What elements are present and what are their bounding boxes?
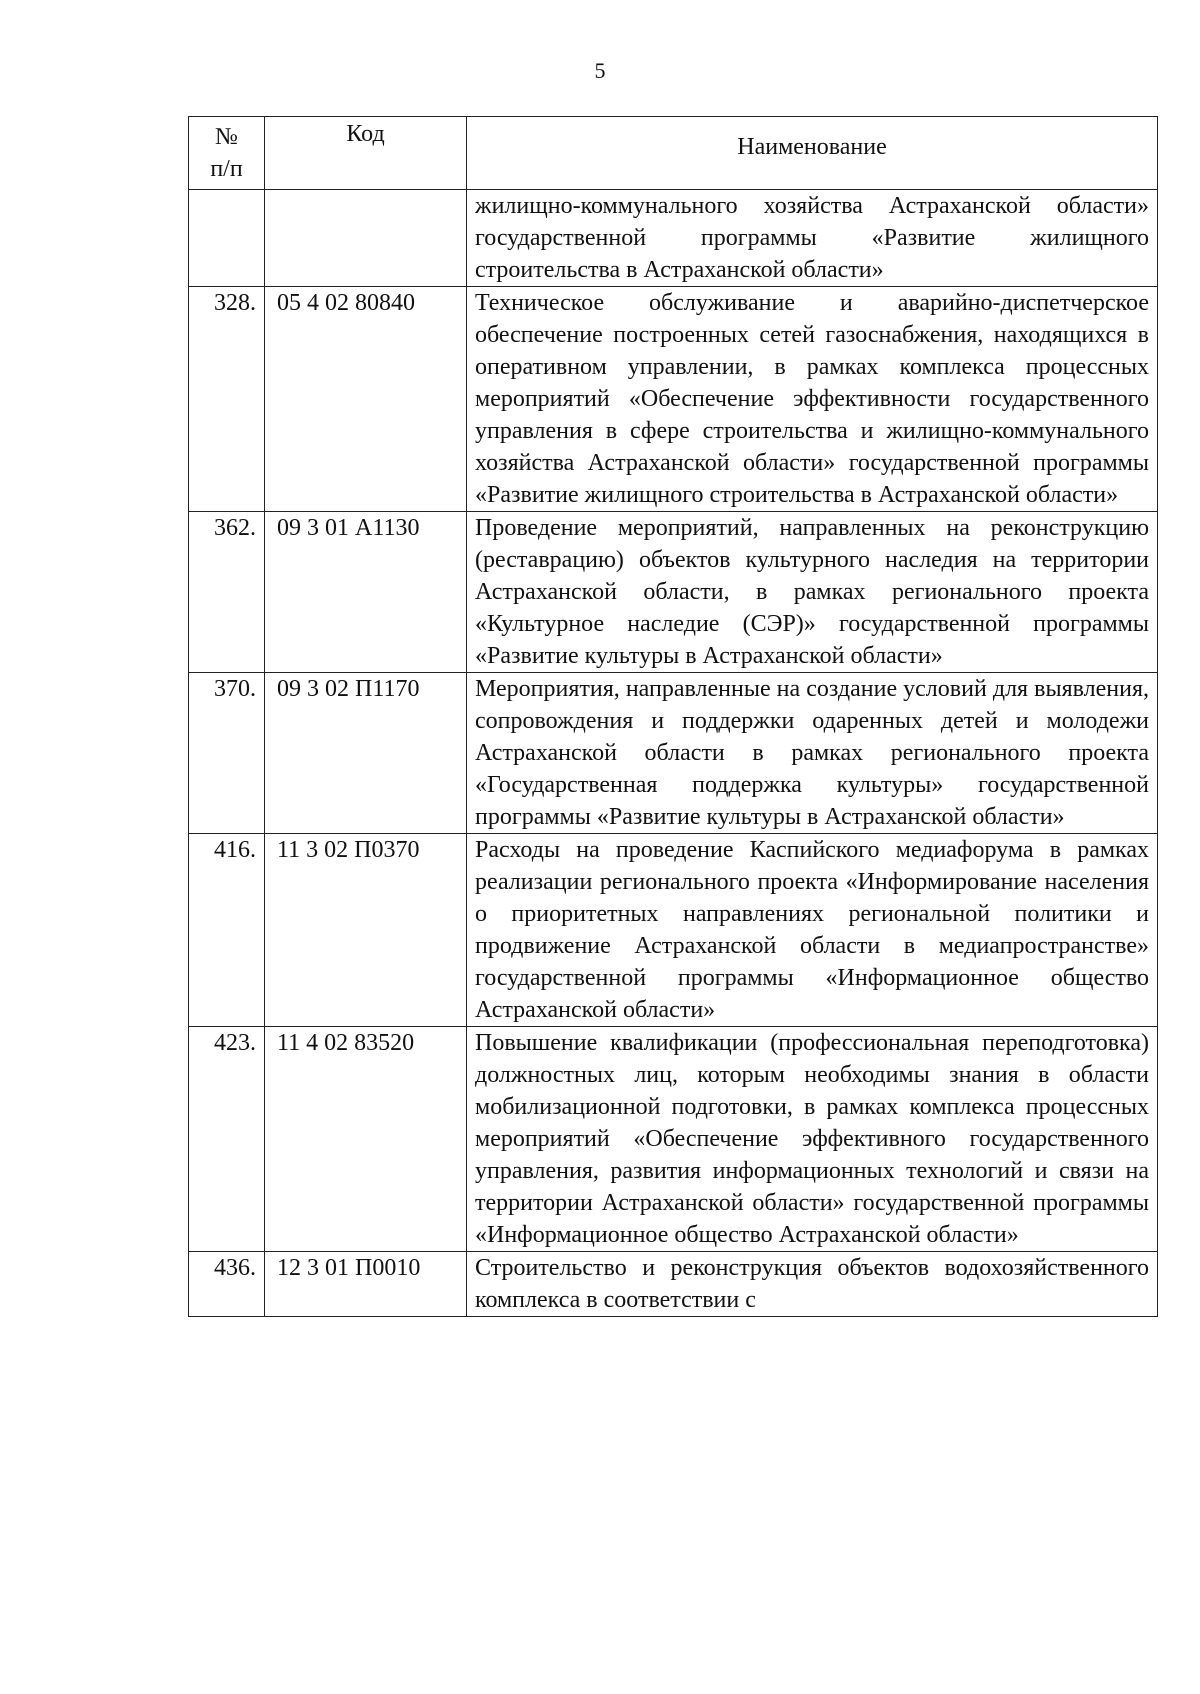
row-number: 370. <box>189 673 265 834</box>
table-row <box>189 1252 1158 1317</box>
table-row <box>189 1027 1158 1252</box>
header-code: Код <box>265 117 467 190</box>
row-name: Мероприятия, направленные на создание условий для выявления, сопровождения и поддержки одаренных детей и молодежи Астраханской области в рамках регионального проекта «Государственная поддержка культуры» государственной программы «Развитие культуры в Астраханской области» <box>467 673 1158 834</box>
table-row <box>189 287 1158 512</box>
row-code <box>265 190 467 287</box>
table-row <box>189 512 1158 673</box>
header-number-symbol: № <box>215 124 238 150</box>
row-code: 11 4 02 83520 <box>265 1027 467 1252</box>
page-number: 5 <box>594 58 606 83</box>
row-name: Проведение мероприятий, направленных на реконструкцию (реставрацию) объектов культурного наследия на территории Астраханской области, в рамках регионального проекта «Культурное наследие (СЭР)» государственной программы «Развитие культуры в Астраханской области» <box>467 512 1158 673</box>
row-code: 11 3 02 П0370 <box>265 834 467 1027</box>
row-code: 09 3 02 П1170 <box>265 673 467 834</box>
row-number: 436. <box>189 1252 265 1317</box>
row-number: 362. <box>189 512 265 673</box>
table-row <box>189 834 1158 1027</box>
row-code: 12 3 01 П0010 <box>265 1252 467 1317</box>
codes-table <box>188 116 1158 1317</box>
row-code: 09 3 01 А1130 <box>265 512 467 673</box>
table-row <box>189 673 1158 834</box>
row-number: 416. <box>189 834 265 1027</box>
row-name: жилищно-коммунального хозяйства Астраханской области» государственной программы «Развитие жилищного строительства в Астраханской области» <box>467 190 1158 287</box>
row-number <box>189 190 265 287</box>
row-code: 05 4 02 80840 <box>265 287 467 512</box>
row-name: Повышение квалификации (профессиональная переподготовка) должностных лиц, которым необходимы знания в области мобилизационной подготовки, в рамках комплекса процессных мероприятий «Обеспечение эффективного государственного управления, развития информационных технологий и связи на территории Астраханской области» государственной программы «Информационное общество Астраханской области» <box>467 1027 1158 1252</box>
row-name: Строительство и реконструкция объектов водохозяйственного комплекса в соответствии с <box>467 1252 1158 1317</box>
row-number: 423. <box>189 1027 265 1252</box>
row-name: Техническое обслуживание и аварийно-диспетчерское обеспечение построенных сетей газоснабжения, находящихся в оперативном управлении, в рамках комплекса процессных мероприятий «Обеспечение эффективности государственного управления в сфере строительства и жилищно-коммунального хозяйства Астраханской области» государственной программы «Развитие жилищного строительства в Астраханской области» <box>467 287 1158 512</box>
header-number-abbr: п/п <box>210 156 243 182</box>
header-name: Наименование <box>467 117 1158 190</box>
header-number <box>189 117 265 190</box>
row-number: 328. <box>189 287 265 512</box>
row-name: Расходы на проведение Каспийского медиафорума в рамках реализации регионального проекта «Информирование населения о приоритетных направлениях региональной политики и продвижение Астраханской области в медиапространстве» государственной программы «Информационное общество Астраханской области» <box>467 834 1158 1027</box>
table-header-row <box>189 117 1158 190</box>
table-row <box>189 190 1158 287</box>
